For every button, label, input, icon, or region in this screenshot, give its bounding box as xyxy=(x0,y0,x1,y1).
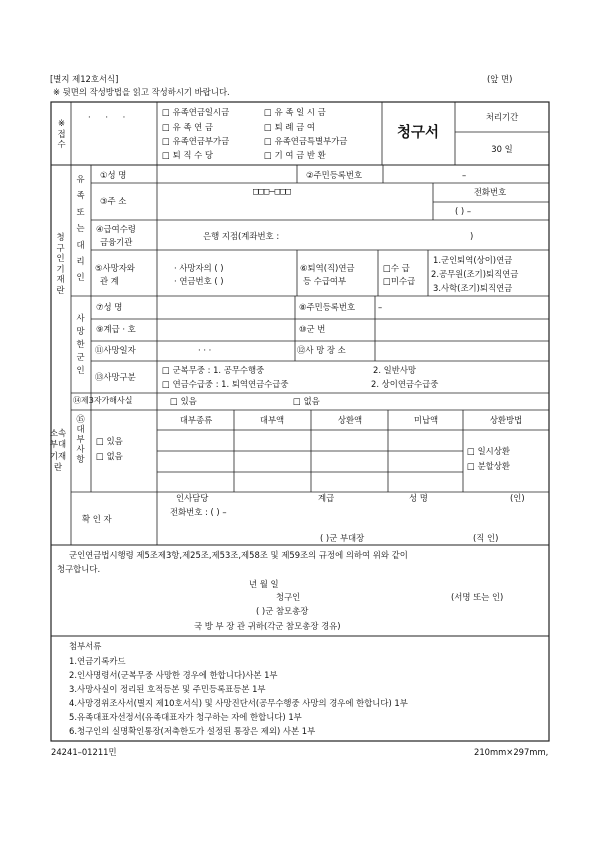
deceased-rrn-field[interactable]: – xyxy=(378,302,383,312)
option-survivor-special-addition[interactable]: □ 유족연금특별부가금 xyxy=(264,136,348,146)
rank-field[interactable] xyxy=(158,320,294,340)
retire-pension-label-line1: ⑥퇴역(직)연금 xyxy=(300,263,355,273)
debt-header-repaid: 상환액 xyxy=(337,415,363,425)
option-contribution-refund[interactable]: □ 기 여 금 반 환 xyxy=(264,150,326,160)
footer-paper-size: 210mm×297mm, xyxy=(474,747,549,757)
option-retire-allowance[interactable]: □ 퇴 직 수 당 xyxy=(162,150,213,160)
confirm-officer-label: 인사담당 xyxy=(176,493,209,503)
claimant-phone-label: 전화번호 xyxy=(473,187,507,197)
claimant-phone-field[interactable]: ( ) – xyxy=(455,206,472,216)
confirm-seal: (인) xyxy=(510,493,525,503)
deceased-name-field[interactable] xyxy=(158,297,294,318)
retire-pension-label-line2: 등 수급여부 xyxy=(303,276,347,286)
receive-yes-checkbox[interactable]: □수 급 xyxy=(383,263,410,273)
claimant-section-label: 청구인기재란 xyxy=(56,232,65,295)
repay-installment-checkbox[interactable]: □ 분할상환 xyxy=(467,461,510,471)
service-number-label: ⑩군 번 xyxy=(299,324,326,334)
page-side: (앞 면) xyxy=(487,74,513,84)
claimant-address-field[interactable] xyxy=(158,200,432,219)
third-party-no-checkbox[interactable]: □ 없음 xyxy=(293,396,320,406)
death-date-field[interactable]: · · · xyxy=(198,345,212,355)
category-private-school: 3.사학(조기)퇴직연금 xyxy=(433,283,513,293)
instruction-note: ※ 뒷면의 작성방법을 읽고 작성하시기 바랍니다. xyxy=(53,87,230,97)
unit-section-label: 소속부대기재란 xyxy=(49,428,67,473)
death-type-disability[interactable]: 2. 상이연금수급중 xyxy=(371,379,439,389)
chief-of-staff: ( )군 참모총장 xyxy=(256,606,309,616)
receipt-label: ※접수 xyxy=(57,118,66,149)
form-number: [별지 제12호서식] xyxy=(50,74,119,84)
confirm-name-label: 성 명 xyxy=(409,493,428,503)
claimant-name-field[interactable] xyxy=(158,166,296,182)
footer-code: 24241–01211민 xyxy=(51,747,117,757)
bank-label-line1: ④급여수령 xyxy=(96,224,136,234)
bank-account-close: ) xyxy=(470,231,474,241)
confirm-label: 확 인 자 xyxy=(82,514,112,524)
confirm-phone[interactable]: 전화번호 : ( ) – xyxy=(170,507,227,517)
claim-date[interactable]: 년 월 일 xyxy=(249,579,279,589)
claimant-address-label: ③주 소 xyxy=(100,196,127,206)
bank-label-line2: 금융기관 xyxy=(100,237,133,247)
service-number-field[interactable] xyxy=(376,320,548,340)
death-place-field[interactable] xyxy=(376,342,548,360)
option-survivor-pension[interactable]: □ 유 족 연 금 xyxy=(162,122,213,132)
attachment-item: 4.사망경위조사서(별지 제10호서식) 및 사망진단서(공무수행중 사망의 경우에 한합니다) 1부 xyxy=(69,698,408,708)
attachment-item: 5.유족대표자선정서(유족대표자가 청구하는 자에 한합니다) 1부 xyxy=(69,712,302,722)
deceased-name-label: ⑦성 명 xyxy=(96,302,123,312)
option-survivor-lump-pension[interactable]: □ 유족연금일시금 xyxy=(162,107,230,117)
official-seal: (직 인) xyxy=(473,533,499,543)
processing-period-label: 처리기간 xyxy=(485,112,519,122)
debt-header-method: 상환방법 xyxy=(489,415,523,425)
relation-field[interactable]: · 사망자의 ( ) xyxy=(174,263,224,273)
rank-label: ⑨계급 · 호 xyxy=(96,324,136,334)
statement-line1: 군인연금법시행령 제5조제3항,제25조,제53조,제58조 및 제59조의 규정에 의하여 위와 같이 xyxy=(69,550,408,560)
death-type-pension[interactable]: □ 연금수급중 : 1. 퇴역연금수급중 xyxy=(162,379,289,389)
bank-account-field[interactable]: 은행 지점(계좌번호 : xyxy=(203,231,280,241)
option-retirement[interactable]: □ 퇴 례 금 여 xyxy=(264,122,315,132)
debt-sub-label: ⑮대부사항 xyxy=(76,414,85,465)
repay-lump-checkbox[interactable]: □ 일시상환 xyxy=(467,446,510,456)
debt-no-checkbox[interactable]: □ 없음 xyxy=(96,451,123,461)
deceased-rrn-label: ⑧주민등록번호 xyxy=(299,302,356,312)
debt-yes-checkbox[interactable]: □ 있음 xyxy=(96,436,123,446)
relation-label-line2: 관 계 xyxy=(100,276,119,286)
death-type-in-service[interactable]: □ 군복무중 : 1. 공무수행중 xyxy=(162,365,265,375)
death-place-label: ⑫사 망 장 소 xyxy=(297,345,346,355)
addressee: 국 방 부 장 관 귀하(각군 참모총장 경유) xyxy=(194,621,341,631)
debt-header-unpaid: 미납액 xyxy=(413,415,439,425)
attachment-item: 1.연금기록카드 xyxy=(69,656,126,666)
claimant-name-label: ①성 명 xyxy=(100,170,127,180)
receipt-date-dots: · · · xyxy=(88,112,132,122)
unit-commander: ( )군 부대장 xyxy=(320,533,365,543)
attachment-item: 3.사망사실이 정리된 호적등본 및 주민등록표등본 1부 xyxy=(69,684,266,694)
statement-line2: 청구합니다. xyxy=(57,564,101,574)
category-military: 1.군인퇴역(상이)연금 xyxy=(433,255,513,265)
processing-period-value: 30 일 xyxy=(491,144,513,154)
relation-label-line1: ⑤사망자와 xyxy=(95,263,135,273)
option-survivor-lump[interactable]: □ 유 족 일 시 금 xyxy=(264,107,326,117)
category-civil-servant: 2.공무원(조기)퇴직연금 xyxy=(431,269,519,279)
death-type-general[interactable]: 2. 일반사망 xyxy=(373,365,417,375)
claimant-signature[interactable]: (서명 또는 인) xyxy=(451,592,504,602)
death-date-label: ⑪사망일자 xyxy=(95,345,136,355)
receive-no-checkbox[interactable]: □미수급 xyxy=(383,276,416,286)
claimant-rrn-label: ②주민등록번호 xyxy=(306,170,363,180)
claimant-sub-label: 유족또는대리인 xyxy=(76,174,85,283)
debt-header-amount: 대부액 xyxy=(259,415,285,425)
third-party-yes-checkbox[interactable]: □ 있음 xyxy=(170,396,197,406)
option-survivor-addition[interactable]: □ 유족연금부가금 xyxy=(162,136,230,146)
attachments-title: 첨부서류 xyxy=(69,641,102,651)
death-type-label: ⑬사망구분 xyxy=(95,372,136,382)
pension-number-field[interactable]: · 연금번호 ( ) xyxy=(174,276,224,286)
postal-code-boxes[interactable]: □□□–□□□ xyxy=(253,187,291,197)
deceased-sub-label: 사망한군인 xyxy=(76,313,85,376)
debt-header-type: 대부종류 xyxy=(179,415,213,425)
third-party-label: ⑭제3자가해사실 xyxy=(73,396,133,405)
confirm-rank-label: 계급 xyxy=(318,493,335,503)
page-title: 청구서 xyxy=(396,125,440,141)
claimant-rrn-field[interactable]: – xyxy=(462,170,467,180)
attachment-item: 6.청구인의 실명확인통장(저축한도가 설정된 통장은 제외) 사본 1부 xyxy=(69,726,316,736)
attachment-item: 2.인사명령서(군복무중 사망한 경우에 한합니다)사본 1부 xyxy=(69,670,278,680)
claimant-signer: 청구인 xyxy=(276,592,301,602)
